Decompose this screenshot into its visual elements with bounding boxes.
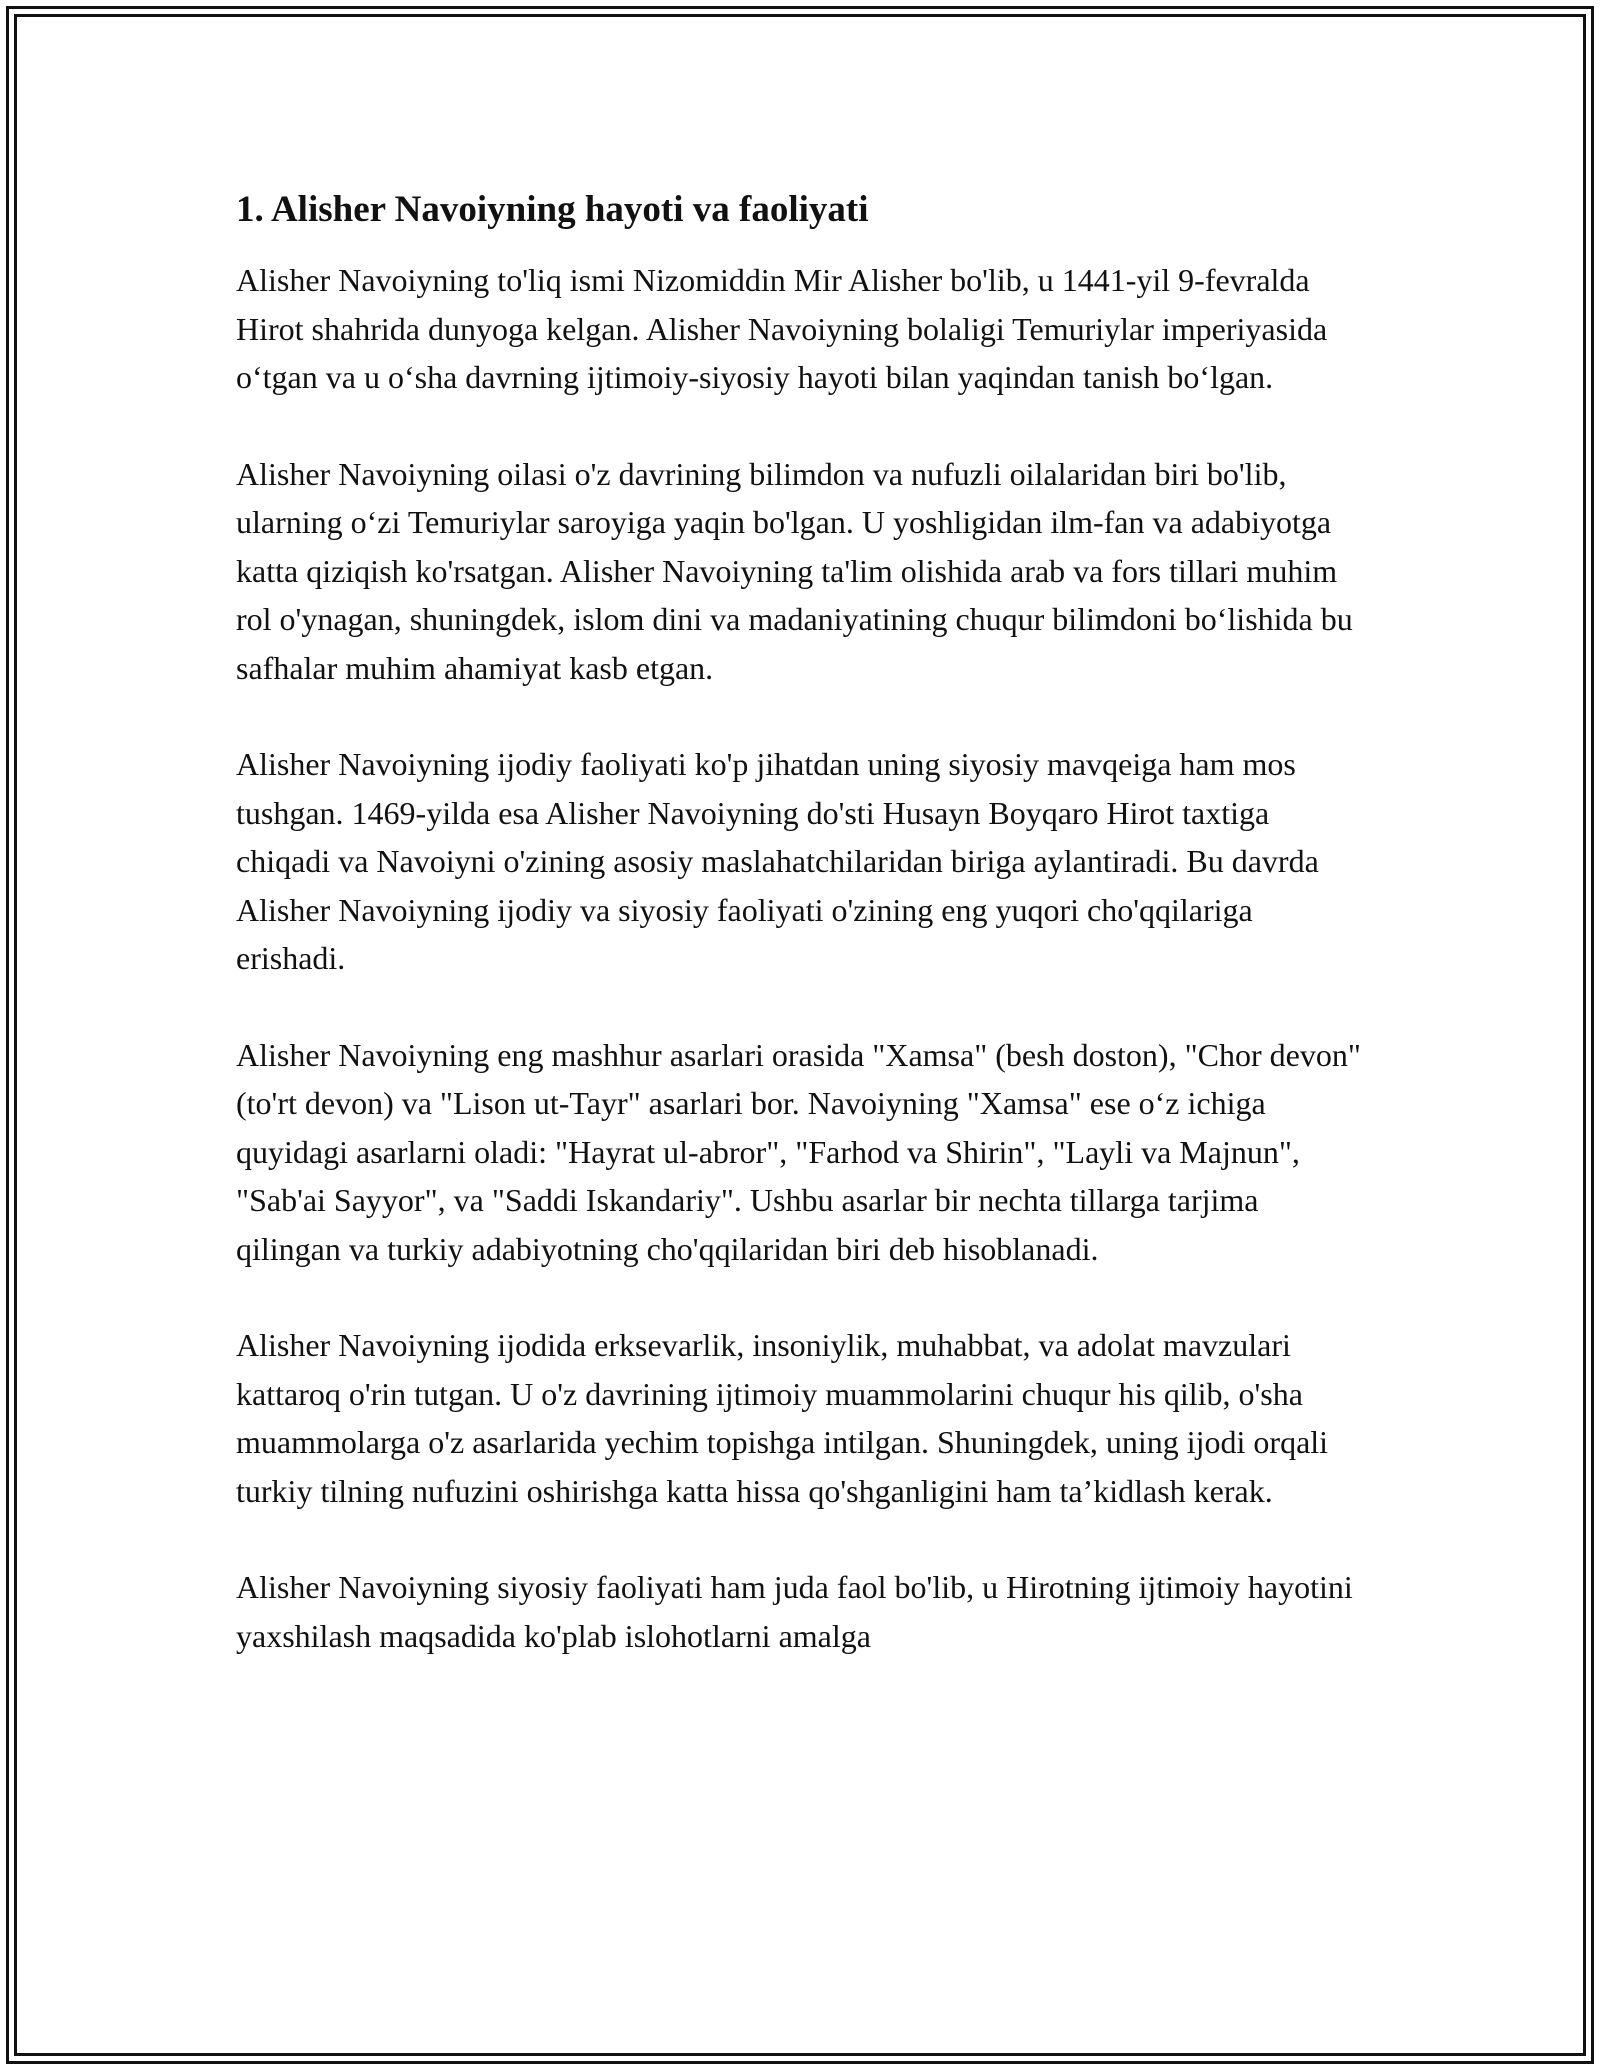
paragraph-5: Alisher Navoiyning ijodida erksevarlik, insoniylik, muhabbat, va adolat mavzulari kattaroq o'rin tutgan. U o'z davrining ijtimoiy muammolarini chuqur his qilib, o'sha muammolarga o'z asarlarida yechim topishga intilgan. Shuningdek, uning ijodi orqali turkiy tilning nufuzini oshirishga katta hissa qo'shganligini ham ta’kidlash kerak. <box>236 1327 1329 1509</box>
paragraph-2: Alisher Navoiyning oilasi o'z davrining bilimdon va nufuzli oilalaridan biri bo'lib, ularning o‘zi Temuriylar saroyiga yaqin bo'lgan. U yoshligidan ilm-fan va adabiyotga katta qiziqish ko'rsatgan. Alisher Navoiyning ta'lim olishida arab va fors tillari muhim rol o'ynagan, shuningdek, islom dini va madaniyatining chuqur bilimdoni bo‘lishida bu safhalar muhim ahamiyat kasb etgan. <box>236 455 1353 686</box>
paragraph-1: Alisher Navoiyning to'liq ismi Nizomiddin Mir Alisher bo'lib, u 1441-yil 9-fevralda Hirot shahrida dunyoga kelgan. Alisher Navoiyning bolaligi Temuriylar imperiyasida o‘tgan va u o‘sha davrning ijtimoiy-siyosiy hayoti bilan yaqindan tanish bo‘lgan. <box>236 262 1328 396</box>
paragraph-4: Alisher Navoiyning eng mashhur asarlari orasida "Xamsa" (besh doston), "Chor devon" (to'rt devon) va "Lison ut-Tayr" asarlari bor. Navoiyning "Xamsa" ese o‘z ichiga quyidagi asarlarni oladi: "Hayrat ul-abror", "Farhod va Shirin", "Layli va Majnun", "Sab'ai Sayyor", va "Saddi Iskandariy". Ushbu asarlar bir nechta tillarga tarjima qilingan va turkiy adabiyotning cho'qqilaridan biri deb hisoblanadi. <box>236 1036 1361 1267</box>
paragraph-6: Alisher Navoiyning siyosiy faoliyati ham juda faol bo'lib, u Hirotning ijtimoiy hayotini yaxshilash maqsadida ko'plab islohotlarni amalga <box>236 1569 1353 1654</box>
section-heading: 1. Alisher Navoiyning hayoti va faoliyati <box>236 189 869 230</box>
document-body <box>236 186 1366 1660</box>
paragraph-3: Alisher Navoiyning ijodiy faoliyati ko'p jihatdan uning siyosiy mavqeiga ham mos tushgan. 1469-yilda esa Alisher Navoiyning do'sti Husayn Boyqaro Hirot taxtiga chiqadi va Navoiyni o'zining asosiy maslahatchilaridan biriga aylantiradi. Bu davrda Alisher Navoiyning ijodiy va siyosiy faoliyati o'zining eng yuqori cho'qqilariga erishadi. <box>236 746 1319 977</box>
